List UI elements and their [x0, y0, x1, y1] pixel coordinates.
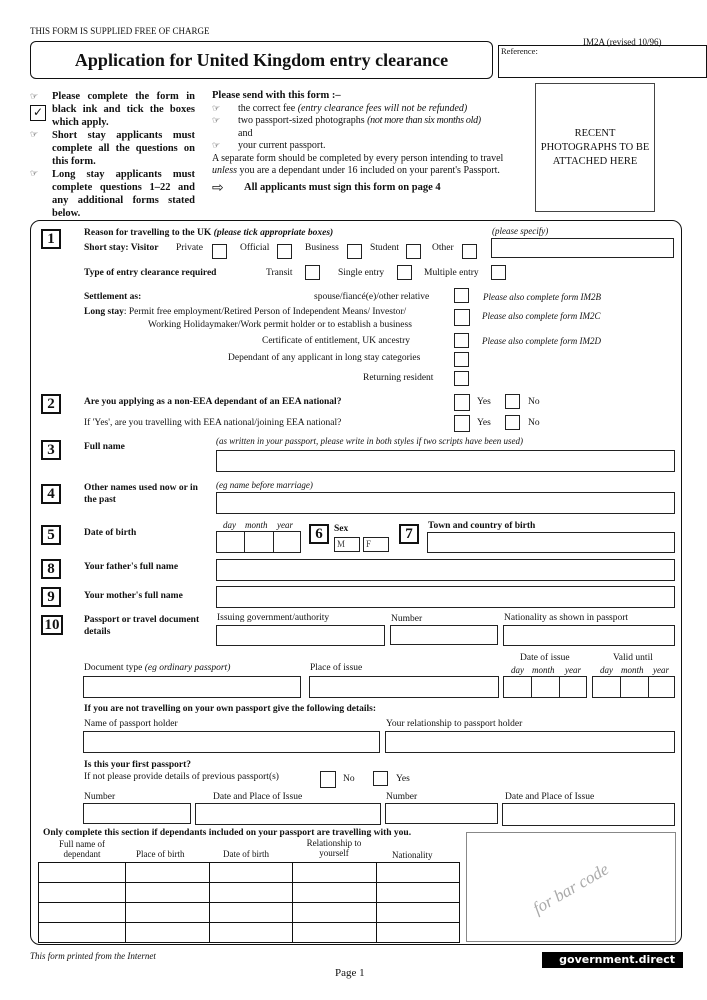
free-notice: THIS FORM IS SUPPLIED FREE OF CHARGE [30, 26, 210, 36]
prev-number-1-input[interactable] [83, 803, 191, 824]
passport-number-label: Number [391, 614, 423, 624]
issue-day-hint: day [511, 665, 524, 675]
dependant-checkbox[interactable] [454, 352, 469, 367]
dep-cell[interactable] [377, 863, 460, 883]
sex-m-label: M [337, 539, 346, 549]
certificate-checkbox[interactable] [454, 333, 469, 348]
q5-label: Date of birth [84, 528, 137, 538]
pointing-hand-icon: ☞ [30, 92, 39, 102]
settlement-note: Please also complete form IM2B [483, 292, 601, 302]
send-item-photos-note: (not more than six months old) [367, 115, 481, 126]
dep-cell[interactable] [293, 923, 377, 943]
q6-label: Sex [334, 524, 349, 534]
option-single-entry-checkbox[interactable] [397, 265, 412, 280]
dep-cell[interactable] [125, 903, 209, 923]
full-name-input[interactable] [216, 450, 675, 472]
option-official-label: Official [240, 243, 270, 253]
q3-label: Full name [84, 442, 125, 452]
dep-cell[interactable] [209, 923, 293, 943]
q2-yes-checkbox[interactable] [454, 394, 470, 411]
q2-no-label: No [528, 397, 540, 407]
dep-cell[interactable] [293, 863, 377, 883]
reference-label: Reference: [501, 46, 538, 56]
valid-day-input[interactable] [592, 676, 621, 698]
option-student-checkbox[interactable] [406, 244, 421, 259]
long-stay-checkbox[interactable] [454, 309, 470, 326]
pointing-hand-icon: ☞ [30, 169, 39, 179]
brand-logo [542, 952, 683, 968]
certificate-option-label: Certificate of entitlement, UK ancestry [262, 336, 410, 346]
dependant-option-label: Dependant of any applicant in long stay categories [228, 353, 421, 363]
dep-cell[interactable] [209, 883, 293, 903]
pointing-hand-icon: ☞ [30, 130, 39, 140]
checkbox-example-icon: ✓ [30, 105, 46, 121]
dep-cell[interactable] [377, 883, 460, 903]
question-number-10: 10 [41, 615, 63, 635]
previous-passport-label: If not please provide details of previous passport(s) [84, 772, 279, 782]
prev-number-2-label: Number [386, 792, 418, 802]
holder-name-label: Name of passport holder [84, 719, 178, 729]
question-number-8: 8 [41, 559, 61, 579]
table-row [39, 863, 460, 883]
option-student-label: Student [370, 243, 400, 253]
question-number-9: 9 [41, 587, 61, 607]
instruction-ink: Please complete the form in black ink and tick the boxes which apply. [52, 91, 195, 128]
place-of-issue-label: Place of issue [310, 663, 363, 673]
other-names-input[interactable] [216, 492, 675, 514]
dep-cell[interactable] [209, 863, 293, 883]
q4-label: Other names used now or in the past [84, 483, 198, 505]
barcode-label: for bar code [529, 859, 612, 918]
send-heading: Please send with this form :– [212, 90, 341, 101]
father-name-input[interactable] [216, 559, 675, 581]
col-nationality: Nationality [392, 850, 433, 860]
dep-cell[interactable] [377, 923, 460, 943]
mother-name-input[interactable] [216, 586, 675, 608]
question-number-3: 3 [41, 440, 61, 460]
q10-label: Passport or travel document details [84, 615, 200, 637]
valid-month-input[interactable] [620, 676, 649, 698]
dep-cell[interactable] [39, 883, 126, 903]
prev-number-2-input[interactable] [385, 803, 498, 824]
settlement-checkbox[interactable] [454, 288, 469, 303]
holder-name-input[interactable] [83, 731, 380, 753]
dep-cell[interactable] [293, 903, 377, 923]
option-private-label: Private [176, 243, 203, 253]
dep-cell[interactable] [39, 903, 126, 923]
send-item-passport: your current passport. [238, 140, 326, 151]
issuing-authority-label: Issuing government/authority [217, 613, 330, 623]
document-type-input[interactable] [83, 676, 301, 698]
col-full-name: Full name of dependant [59, 839, 105, 859]
not-own-passport-heading: If you are not travelling on your own passport give the following details: [84, 704, 377, 714]
short-stay-label: Short stay: Visitor [84, 243, 159, 253]
question-number-1: 1 [41, 229, 61, 249]
question-number-5: 5 [41, 525, 61, 545]
prev-date-place-1-input[interactable] [195, 803, 381, 825]
place-of-issue-input[interactable] [309, 676, 499, 698]
q2-followup-no-checkbox[interactable] [505, 415, 520, 430]
q8-label: Your father's full name [84, 562, 179, 572]
certificate-note: Please also complete form IM2D [482, 336, 601, 346]
option-transit-label: Transit [266, 268, 293, 278]
sign-notice: All applicants must sign this form on page 4 [244, 181, 441, 193]
issuing-authority-input[interactable] [216, 625, 385, 646]
dep-cell[interactable] [39, 863, 126, 883]
form-code: IM2A (revised 10/96) [583, 37, 662, 47]
dep-cell[interactable] [209, 903, 293, 923]
question-number-4: 4 [41, 484, 61, 504]
q7-label: Town and country of birth [428, 521, 536, 531]
passport-number-input[interactable] [390, 625, 498, 645]
dep-cell[interactable] [125, 883, 209, 903]
option-multiple-entry-checkbox[interactable] [491, 265, 506, 280]
date-of-issue-label: Date of issue [520, 653, 570, 663]
page-title: Application for United Kingdom entry clearance [74, 50, 449, 70]
first-passport-yes-label: Yes [396, 774, 410, 784]
valid-year-input[interactable] [648, 676, 675, 698]
pointing-hand-icon: ☞ [212, 103, 221, 114]
col-date-of-birth: Date of birth [223, 849, 269, 859]
town-country-birth-input[interactable] [427, 532, 675, 553]
send-item-and: and [238, 127, 253, 139]
option-business-label: Business [305, 243, 339, 253]
issue-day-input[interactable] [503, 676, 532, 698]
q1-specify-hint: (please specify) [492, 226, 549, 236]
issue-year-input[interactable] [559, 676, 587, 698]
dob-day-input[interactable] [216, 531, 245, 553]
title-box [30, 41, 493, 79]
option-private-checkbox[interactable] [212, 244, 227, 259]
q4-hint: (eg name before marriage) [216, 480, 313, 490]
long-stay-line1: Long stay: Permit free employment/Retired Person of Independent Means/ Investor/ [84, 307, 407, 317]
relationship-input[interactable] [385, 731, 675, 753]
settlement-option-label: spouse/fiancé(e)/other relative [314, 292, 430, 302]
table-row [39, 883, 460, 903]
first-passport-no-label: No [343, 774, 355, 784]
reference-box[interactable] [498, 45, 707, 78]
returning-option-label: Returning resident [363, 373, 434, 383]
entry-type-label: Type of entry clearance required [84, 268, 217, 278]
long-stay-note: Please also complete form IM2C [482, 311, 601, 321]
page-number: Page 1 [335, 967, 365, 979]
q2-followup-no-label: No [528, 418, 540, 428]
dep-cell[interactable] [377, 903, 460, 923]
question-number-2: 2 [41, 394, 61, 414]
dob-day-hint: day [223, 520, 236, 530]
other-specify-input[interactable] [491, 238, 674, 258]
send-item-fee: the correct fee [238, 102, 298, 114]
dob-year-hint: year [277, 520, 293, 530]
first-passport-no-checkbox[interactable] [320, 771, 336, 788]
prev-date-place-2-input[interactable] [502, 803, 675, 826]
dependants-table [38, 862, 460, 943]
valid-year-hint: year [653, 665, 669, 675]
first-passport-yes-checkbox[interactable] [373, 771, 388, 786]
prev-date-place-2-label: Date and Place of Issue [505, 792, 595, 802]
returning-checkbox[interactable] [454, 371, 469, 386]
issue-month-input[interactable] [531, 676, 560, 698]
sex-f-checkbox[interactable] [363, 537, 389, 552]
pointing-hand-icon: ☞ [212, 141, 221, 151]
issue-month-hint: month [532, 665, 555, 675]
sex-f-label: F [366, 539, 372, 549]
q2-followup-yes-label: Yes [477, 418, 491, 428]
dependants-column-headers [38, 838, 460, 862]
settlement-label: Settlement as: [84, 292, 142, 302]
q2-yes-label: Yes [477, 397, 491, 407]
printed-note: This form printed from the Internet [30, 951, 156, 961]
instructions-right [212, 90, 524, 194]
dob-month-input[interactable] [244, 531, 274, 553]
q9-label: Your mother's full name [84, 591, 183, 601]
photo-box-label: RECENT PHOTOGRAPHS TO BE ATTACHED HERE [540, 127, 650, 167]
issue-year-hint: year [565, 665, 581, 675]
option-multiple-entry-label: Multiple entry [424, 268, 479, 278]
option-other-label: Other [432, 243, 454, 253]
option-business-checkbox[interactable] [347, 244, 362, 259]
instructions-left [30, 90, 195, 220]
instruction-long-stay: Long stay applicants must complete questions 1–22 and any additional forms stated below. [52, 169, 195, 219]
dep-cell[interactable] [293, 883, 377, 903]
col-place-of-birth: Place of birth [136, 849, 185, 859]
barcode-box [466, 832, 676, 942]
valid-day-hint: day [600, 665, 613, 675]
dob-year-input[interactable] [273, 531, 301, 553]
q1-title: Reason for travelling to the UK (please tick appropriate boxes) [84, 228, 334, 238]
instruction-short-stay: Short stay applicants must complete all the questions on this form. [52, 130, 195, 167]
sex-m-checkbox[interactable] [334, 537, 360, 552]
dependants-heading: Only complete this section if dependants included on your passport are travelling with you. [43, 828, 412, 838]
table-row [39, 923, 460, 943]
option-official-checkbox[interactable] [277, 244, 292, 259]
long-stay-line2: Working Holidaymaker/Work permit holder or to establish a business [148, 320, 412, 330]
prev-date-place-1-label: Date and Place of Issue [213, 792, 303, 802]
dep-cell[interactable] [125, 863, 209, 883]
separate-form-note: A separate form should be completed by every person intending to travel unless you are a dependant under 16 included on your parent's Passport. [212, 152, 504, 176]
option-transit-checkbox[interactable] [305, 265, 320, 280]
send-item-fee-note: (entry clearance fees will not be refunded) [297, 102, 468, 114]
dep-cell[interactable] [125, 923, 209, 943]
question-number-6: 6 [309, 524, 329, 544]
q2-followup: If 'Yes', are you travelling with EEA national/joining EEA national? [84, 418, 342, 428]
document-type-label: Document type (eg ordinary passport) [84, 663, 231, 673]
nationality-label: Nationality as shown in passport [504, 613, 629, 623]
q2-followup-yes-checkbox[interactable] [454, 415, 470, 432]
arrow-right-icon: ⇨ [212, 179, 224, 196]
q2-no-checkbox[interactable] [505, 394, 520, 409]
valid-month-hint: month [621, 665, 644, 675]
first-passport-question: Is this your first passport? [84, 760, 191, 770]
table-row [39, 903, 460, 923]
brand-text: government.direct [559, 953, 675, 966]
send-item-photos: two passport-sized photographs [238, 115, 368, 126]
dob-month-hint: month [245, 520, 268, 530]
nationality-input[interactable] [503, 625, 675, 646]
question-number-7: 7 [399, 524, 419, 544]
photo-box [535, 83, 655, 212]
relationship-label: Your relationship to passport holder [386, 719, 523, 729]
valid-until-label: Valid until [613, 653, 653, 663]
q2-question: Are you applying as a non-EEA dependant of an EEA national? [84, 397, 342, 407]
prev-number-1-label: Number [84, 792, 116, 802]
q3-hint: (as written in your passport, please write in both styles if two scripts have been used) [216, 436, 523, 446]
option-single-entry-label: Single entry [338, 268, 385, 278]
col-relationship: Relationship to yourself [306, 838, 362, 858]
pointing-hand-icon: ☞ [212, 116, 221, 126]
dep-cell[interactable] [39, 923, 126, 943]
option-other-checkbox[interactable] [462, 244, 477, 259]
